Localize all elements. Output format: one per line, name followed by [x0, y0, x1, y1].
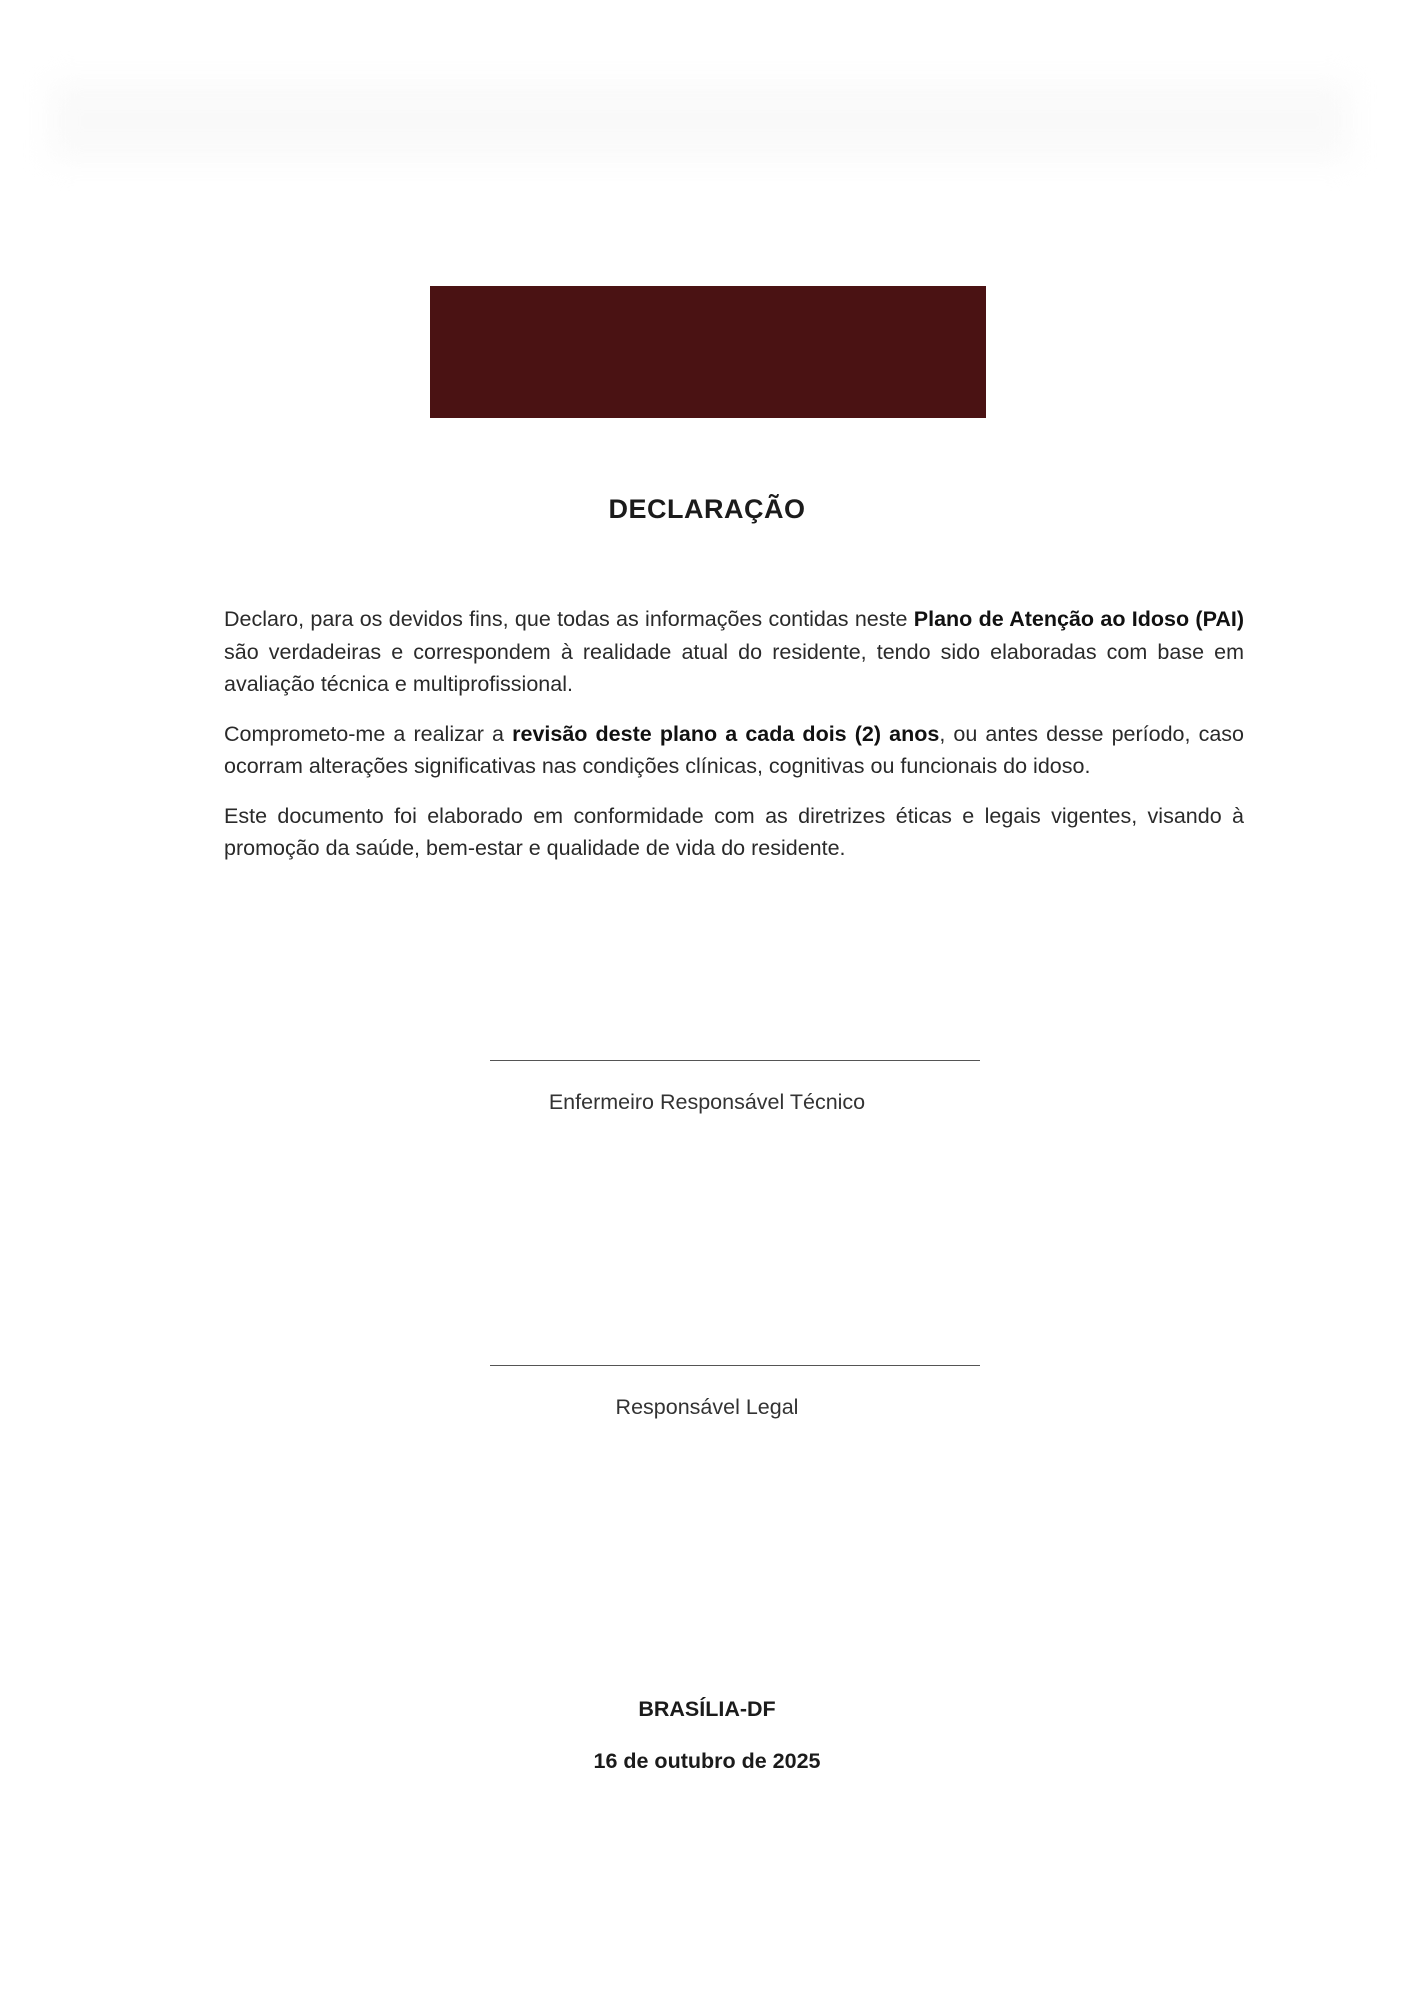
redacted-header-block	[430, 286, 986, 418]
top-scan-shade	[50, 82, 1350, 160]
declaration-body	[224, 603, 1244, 882]
signature-label-nurse: Enfermeiro Responsável Técnico	[548, 1090, 866, 1114]
location: BRASÍLIA-DF	[638, 1697, 776, 1721]
document-date: 16 de outubro de 2025	[593, 1749, 821, 1773]
paragraph-2	[224, 718, 1244, 783]
paragraph-3	[224, 800, 1244, 865]
paragraph-2-text-a: Comprometo-me a realizar a	[224, 721, 513, 746]
paragraph-1-text-a: Declaro, para os devidos fins, que todas as informações contidas neste	[224, 607, 914, 631]
paragraph-2-text-b: , ou antes desse período, caso ocorram alterações significativas nas condições clínicas, cognitivas ou funcionais do idoso.	[224, 721, 1245, 778]
paragraph-2-bold: revisão deste plano a cada dois (2) anos	[512, 721, 940, 746]
document-title: DECLARAÇÃO	[608, 494, 806, 524]
signature-line-legal	[490, 1365, 980, 1366]
signature-label-legal: Responsável Legal	[615, 1395, 799, 1419]
paragraph-3-text: Este documento foi elaborado em conformidade com as diretrizes éticas e legais vigentes, visando à promoção da saúde, bem-estar e qualidade de vida do residente.	[224, 803, 1244, 860]
paragraph-1-text-b: são verdadeiras e correspondem à realidade atual do residente, tendo sido elaboradas com base em avaliação técnica e multiprofissional.	[224, 639, 1244, 696]
paragraph-1	[224, 603, 1244, 701]
signature-line-nurse	[490, 1060, 980, 1061]
paragraph-1-bold: Plano de Atenção ao Idoso (PAI)	[913, 607, 1244, 631]
